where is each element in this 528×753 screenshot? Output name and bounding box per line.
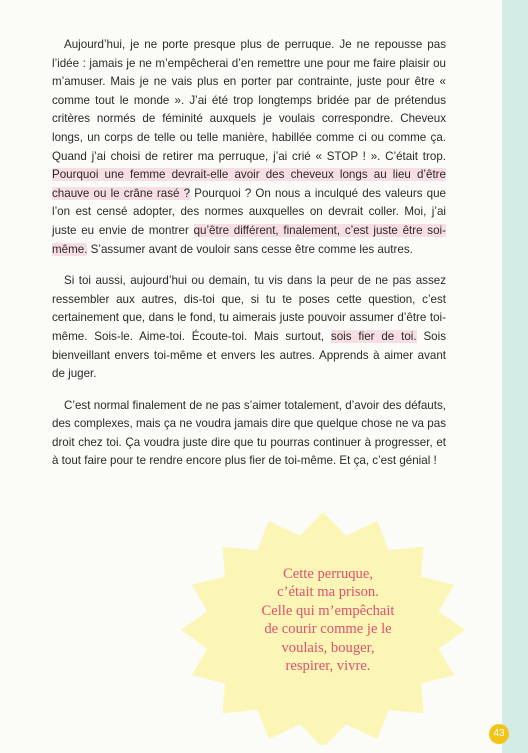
quote-line: respirer, vivre. <box>285 658 371 675</box>
highlighted-text: Pourquoi une femme devrait-elle avoir des cheveux longs au lieu d’être chauve ou le crâne rasé ? <box>52 168 446 200</box>
side-color-band <box>502 0 528 753</box>
quote-callout <box>178 505 468 745</box>
paragraph-2 <box>52 272 446 384</box>
paragraph-3 <box>52 397 446 471</box>
paragraph-3-text: C’est normal finalement de ne pas s’aimer totalement, d’avoir des défauts, des complexes, mais ça ne voudra jamais dire que quelque chose ne va pas droit chez toi. Ça voudra juste dire que tu pourras continuer à progresser, et à tout faire pour te rendre encore plus fier de toi-même. Et ça, c’est génial ! <box>52 398 446 468</box>
highlighted-text: qu’être différent, finalement, c’est juste être soi-même. <box>52 223 446 256</box>
quote-line: Cette perruque, <box>283 566 373 582</box>
paragraph-1 <box>52 36 446 259</box>
highlighted-text: sois fier de toi. <box>330 329 417 343</box>
paragraph-1-text: Aujourd’hui, je ne porte presque plus de perruque. Je ne repousse pas l’idée : jamais je ne m’empêcherai d’en remettre une pour me faire plaisir ou m’amuser. Mais je ne vais plus en porter par contrainte, juste pour être « comme tout le monde ». J’ai été trop longtemps bridée par de prétendus critères normés de féminité auxquels je voulais correspondre. Cheveux longs, un corps de telle ou telle manière, habillée comme ci ou comme ça. Quand j’ai choisi de retirer ma perruque, j’ai crié « STOP ! ». C’était trop. <box>52 38 446 163</box>
paragraph-1-text: Pourquoi ? On nous a inculqué des valeurs que l’on est censé adopter, des normes auxquelles on devrait coller. Moi, j’ai juste eu envie de montrer <box>52 186 447 237</box>
paragraph-1-text: S’assumer avant de vouloir sans cesse être comme les autres. <box>87 242 413 256</box>
body-text <box>52 36 446 484</box>
quote-line: c’était ma prison. <box>277 584 379 601</box>
paragraph-2-text: Si toi aussi, aujourd’hui ou demain, tu vis dans la peur de ne pas assez ressembler aux autres, dis-toi que, si tu te poses cette question, c’est certainement que, dans le fond, tu aimerais juste pouvoir assumer d’être toi-même. Sois-le. Aime-toi. Écoute-toi. Mais surtout, <box>52 274 446 343</box>
paragraph-2-text: Sois bienveillant envers toi-même et envers les autres. Apprends à aimer avant de juger. <box>52 329 447 381</box>
quote-line: Celle qui m’empêchait <box>261 602 395 619</box>
pull-quote <box>253 565 403 675</box>
page-number-badge: 43 <box>489 724 509 744</box>
quote-line: de courir comme je le <box>264 621 392 638</box>
quote-line: voulais, bouger, <box>281 639 375 656</box>
